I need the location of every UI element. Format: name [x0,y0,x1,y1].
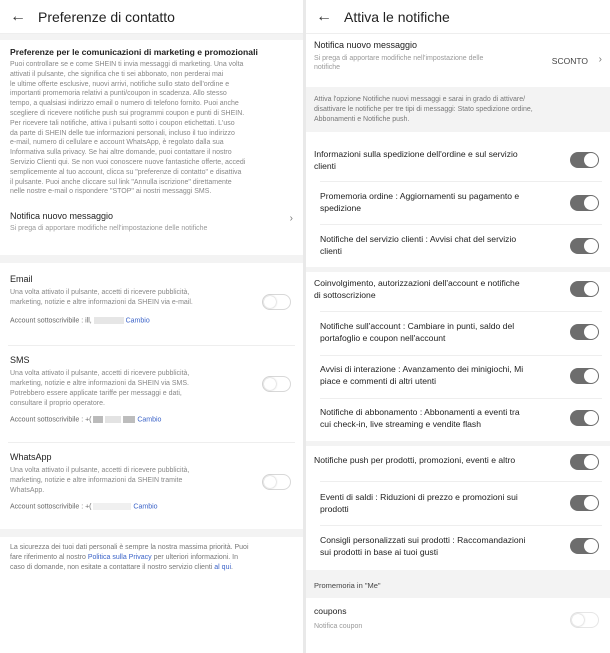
masked-phone-b [105,416,121,423]
masked-email [94,317,124,324]
account-notification-toggle[interactable] [570,324,599,340]
page-title: Preferenze di contatto [38,8,175,25]
marketing-section [0,40,303,197]
sms-change-link[interactable]: Cambio [137,416,162,424]
left-header [0,0,303,34]
marketing-description: Puoi controllare se e come SHEIN ti invia messaggi di marketing. Una volta attivati il pulsante, che significa che ti sei abbonato, non perderai mai le ultime offerte esclusive, nuovi arrivi, notifiche sullo stato dell'ordine e importanti promemoria relativi a punti/coupon in scadenza. Allo stesso tempo, a qualsiasi indirizzo email o numero di telefono fornito. Puoi anche scegliere di ricevere notifiche push sui programmi coupon e punti di SHEIN. Per ricevere tali notifiche, attiva i pulsanti sotto i coupon etichettati. L'uso da parte di SHEIN delle tue informazioni personali, incluso il tuo indirizzo e-mail, numero di cellulare e account WhatsApp, è regolato dalla sua Informativa sulla privacy. Se hai altre domande, puoi contattare il nostro Servizio Clienti qui. Se non vuoi conoscere nuove fantastiche offerte, accedi semplicemente al tuo account, clicca su "preferenze di contatto" e disattiva il pulsante. Puoi anche cliccare sul link "Annulla iscrizione" direttamente nelle nostre e-mail o rispondere "STOP" ai nostri messaggi SMS. [10,61,246,196]
marketing-title: Preferenze per le comunicazioni di marketing e promozionali [10,47,258,57]
coupons-item [306,598,610,653]
customer-service-item: Notifiche del servizio clienti : Avvisi chat del servizio clienti [306,225,610,267]
contact-preferences-panel [0,0,303,653]
sms-toggle[interactable] [262,376,291,392]
right-header [306,0,610,34]
group-title: Notifiche push per prodotti, promozioni, eventi e altro [314,455,516,465]
sms-section [0,346,303,442]
email-change-link[interactable]: Cambio [125,317,150,325]
interaction-alert-toggle[interactable] [570,368,599,384]
group-title: Informazioni sulla spedizione dell'ordine e sul servizio clienti [314,149,518,171]
account-notification-item: Notifiche sull'account : Cambiare in punti, saldo del portafoglio e coupon nell'account [306,312,610,355]
new-message-notification-row[interactable]: Notifica nuovo messaggio Si prega di apportare modifiche nell'impostazione delle notifiche SCONTO › [314,40,602,71]
whatsapp-title: WhatsApp [10,452,52,463]
engagement-toggle[interactable] [570,281,599,297]
coupons-sub: Notifica coupon [314,623,363,630]
page-title: Attiva le notifiche [344,8,450,25]
back-arrow-icon[interactable]: ← [10,7,26,25]
back-arrow-icon[interactable]: ← [316,7,332,25]
masked-phone-c [123,416,135,423]
masked-whatsapp [93,503,131,510]
sms-title: SMS [10,355,30,366]
promemoria-heading: Promemoria in "Me" [314,581,381,590]
group-title: Coinvolgimento, autorizzazioni dell'account e notifiche di sottoscrizione [314,278,520,300]
discount-badge: SCONTO [551,56,588,66]
chevron-right-icon: › [289,213,293,225]
coupons-toggle[interactable] [570,612,599,628]
masked-phone-a [93,416,103,423]
customer-service-toggle[interactable] [570,238,599,254]
shipping-service-group [306,137,610,181]
order-reminder-toggle[interactable] [570,195,599,211]
notifications-panel [306,0,610,653]
subscription-notification-toggle[interactable] [570,410,599,426]
shipping-service-toggle[interactable] [570,152,599,168]
privacy-footer: La sicurezza dei tuoi dati personali è sempre la nostra massima priorità. Puoi fare riferimento al nostro Politica sulla Privacy per ulteriori informazioni. In caso di domande, non esitate a contattare il nostro servizio clienti al qui. [10,544,249,572]
email-title: Email [10,274,33,285]
chevron-right-icon: › [598,54,602,65]
push-products-toggle[interactable] [570,454,599,470]
personalized-tips-toggle[interactable] [570,538,599,554]
whatsapp-account: Account sottoscrivibile : +( Cambio [10,502,158,510]
sales-events-item: Eventi di saldi : Riduzioni di prezzo e promozioni sui prodotti [306,482,610,525]
interaction-alert-item: Avvisi di interazione : Avanzamento dei minigiochi, Mi piace e commenti di altri utenti [306,356,610,398]
email-section [0,263,303,345]
whatsapp-description: Una volta attivato il pulsante, accetti di ricevere pubblicità, marketing, notizie e altre informazioni da SHEIN tramite WhatsApp. [10,467,190,494]
promemoria-heading-bar [306,570,610,598]
email-account: Account sottoscrivibile : ill, Cambio [10,317,150,325]
privacy-policy-link[interactable]: Politica sulla Privacy [87,554,152,562]
personalized-tips-item: Consigli personalizzati sui prodotti : Raccomandazioni sui prodotti in base ai tuoi gusti [306,526,610,568]
engagement-group [306,272,610,311]
order-reminder-item: Promemoria ordine : Aggiornamenti su pagamento e spedizione [306,182,610,224]
coupons-title: coupons [314,606,347,616]
subscription-notification-item: Notifiche di abbonamento : Abbonamenti a eventi tra cui check-in, live streaming e vendite flash [306,399,610,441]
email-toggle[interactable] [262,294,291,310]
sms-description: Una volta attivato il pulsante, accetti di ricevere pubblicità, marketing, notizie e altre informazioni da SHEIN via SMS. Potrebbero essere applicate tariffe per messaggi e dati, consultare il proprio operatore. [10,370,190,407]
email-description: Una volta attivato il pulsante, accetti di ricevere pubblicità, marketing, notizie e altre informazioni da SHEIN via e-mail. [10,289,193,306]
whatsapp-toggle[interactable] [262,474,291,490]
info-box: Attiva l'opzione Notifiche nuovi messaggi e sarai in grado di attivare/ disattivare le notifiche per tre tipi di messaggi: Stato spedizione ordine, Abbonamenti e Notifiche push. [306,87,610,132]
customer-service-link[interactable]: al qui [214,564,232,572]
new-message-notification-row[interactable]: Notifica nuovo messaggio Si prega di apportare modifiche nell'impostazione delle notifiche › [10,211,293,233]
sales-events-toggle[interactable] [570,495,599,511]
whatsapp-change-link[interactable]: Cambio [133,502,158,510]
whatsapp-section [0,443,303,523]
push-products-group [306,446,610,481]
sms-account: Account sottoscrivibile : +( Cambio [10,416,162,424]
